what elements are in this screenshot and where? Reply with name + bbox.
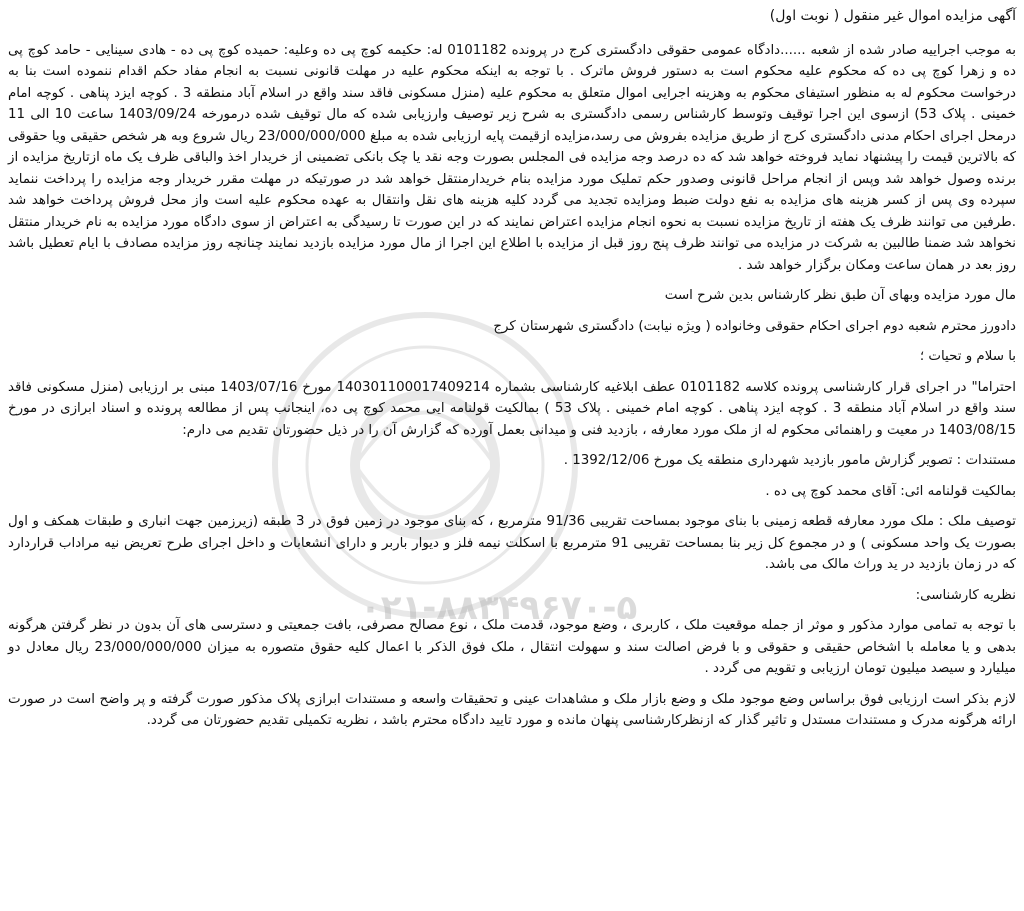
respect-paragraph: احتراما" در اجرای قرار کارشناسی پرونده کلاسه 0101182 عطف ابلاغیه کارشناسی بشماره 140301100017409214 مورخ 1403/07/16 مبنی بر ارزیابی (منزل مسکونی فاقد سند واقع در اسلام آباد منطقه 3 . کوچه ایزد پناهی . کوچه امام خمینی . پلاک 53 ) بمالکیت قولنامه ایی محمد کوچ پی ده، اینجانب پس از مطالعه پرونده و اسناد ابرازی در مورخ 1403/08/15 در معیت و راهنمائی محکوم له از ملک مورد معارفه ، بازدید فنی و میدانی بعمل آورده که گزارش آن را در ذیل حضورتان تقدیم می دارم: [8,379,1017,438]
ownership-line: بمالکیت قولنامه ائی: آقای محمد کوچ پی ده . [765,483,1016,499]
addressee-line: دادورز محترم شعبه دوم اجرای احکام حقوقی وخانواده ( ویژه نیابت) دادگستری شهرستان کرج [493,318,1016,334]
expert-opinion-paragraph: با توجه به تمامی موارد مذکور و موثر از جمله موقعیت ملک ، کاربری ، وضع موجود، قدمت ملک ، نوع مصالح مصرفی، بافت جمعیتی و دسترسی های آن بدون در نظر گرفتن هرگونه بدهی و یا معامله با اشخاص حقیقی و حقوقی و با فرض اصالت سند و سهولت انتقال ، ملک فوق الذکر با اعمال کلیه حقوق متصوره به میزان 23/000/000/000 ریال معادل دو میلیارد و سیصد میلیون تومان ارزیابی و تقویم می گردد . [8,618,1016,676]
property-description-paragraph: توصیف ملک : ملک مورد معارفه قطعه زمینی با بنای موجود بمساحت تقریبی 91/36 مترمربع ، که بنای موجود در زمین فوق در 3 طبقه (زیرزمین جهت انباری و طبقات همکف و اول بصورت یک واحد مسکونی ) و در مجموع کل زیر بنا بمساحت تقریبی 91 مترمربع با اسکلت نیمه فلز و دیوار باربر و دارای انشعابات و داخل اجرای طرح تعریض نیه مراداب قراردارد که در زمان بازدید در ید وراث مالک می باشد. [8,514,1016,572]
documents-line: مستندات : تصویر گزارش مامور بازدید شهرداری منطقه یک مورخ 1392/12/06 . [563,453,1016,468]
expert-opinion-heading: نظریه کارشناسی: [915,587,1016,603]
property-intro-line: مال مورد مزایده وبهای آن طبق نظر کارشناس بدین شرح است [664,288,1016,303]
notice-title: آگهی مزایده اموال غیر منقول ( نوبت اول) [769,8,1016,24]
watermark-phone: ۰۲۱-۸۸۳۴۹۶۷۰-۵ [360,588,638,628]
notice-body-paragraph: به موجب اجراییه صادر شده از شعبه ......دادگاه عمومی حقوقی دادگستری کرج در پرونده 0101182 له: حکیمه کوچ پی ده وعلیه: حمیده کوچ پی ده - هادی سینایی - حامد کوچ پی ده و زهرا کوچ پی ده که محکوم علیه محکوم است به دستور فروش ماترک . با توجه به اینکه محکوم علیه در مهلت قانونی نسبت به انجام مفاد حکم اقدام ننموده است بنا به درخواست محکوم له به منظور استیفای محکوم به وهزینه اجرایی اموال متعلق به محکوم علیه (منزل مسکونی فاقد سند واقع در اسلام آباد منطقه 3 . کوچه ایزد پناهی . کوچه امام خمینی . پلاک 53) ازسوی این اجرا توقیف وتوسط کارشناس رسمی دادگستری به شرح زیر توصیف وارزیابی شده که مال توقیف شده درمورخه 1403/09/24 ساعت 10 الی 11 درمحل اجرای احکام مدنی دادگستری کرج از طریق مزایده بفروش می رسد،مزایده ازقیمت پایه ارزیابی شده به مبلغ 23/000/000/000 ریال شروع وبه هر شخص حقیقی ویا حقوقی که بالاترین قیمت را پیشنهاد نماید فروخته خواهد شد که ده درصد وجه مزایده فی المجلس بصورت وجه نقد یا چک بانکی تضمینی از خریدار اخذ والباقی ظرف یک ماه ازتاریخ مزایده از برنده وصول خواهد شد وپس از انجام مراحل قانونی وصدور حکم تملیک مورد مزایده بنام خریدارمنتقل خواهد شد در صورتیکه در مهلت مقرر خریدار وجه مزایده را پرداخت ننماید سپرده وی پس از کسر هزینه های مزایده به نفع دولت ضبط ومزایده تجدید می گردد کلیه هزینه های نقل وانتقال به عهده محکوم علیه است واز محل فروش پرداخت خواهد شد .طرفین می توانند ظرف یک هفته از تاریخ مزایده نسبت به نحوه انجام مزایده اعتراض نمایند که در این صورت تا رسیدگی به اعتراض از سوی دادگاه مورد مزایده به نام خریدار منتقل نخواهد شد ضمنا طالبین به شرکت در مزایده می توانند ظرف پنج روز قبل از مزایده با اطلاع این اجرا از مال مورد مزایده بازدید نمایند چنانچه روز مزایده مصادف با ایام تعطیل باشد روز بعد در همان ساعت ومکان برگزار خواهد شد . [8,42,1017,273]
greeting-line: با سلام و تحیات ؛ [919,349,1016,364]
final-note-paragraph: لازم بذکر است ارزیابی فوق براساس وضع موجود ملک و وضع بازار ملک و مشاهدات عینی و تحقیقات واسعه و مستندات ابرازی پلاک مذکور صورت گرفته و پر واضح است در صورت ارائه هرگونه مدرک و مستندات مستدل و تاثیر گذار که ازنظرکارشناسی پنهان مانده و مورد تایید دادگاه محترم باشد ، نظریه تکمیلی تقدیم حضورتان می گردد. [8,691,1016,728]
auction-notice [8,6,1016,906]
